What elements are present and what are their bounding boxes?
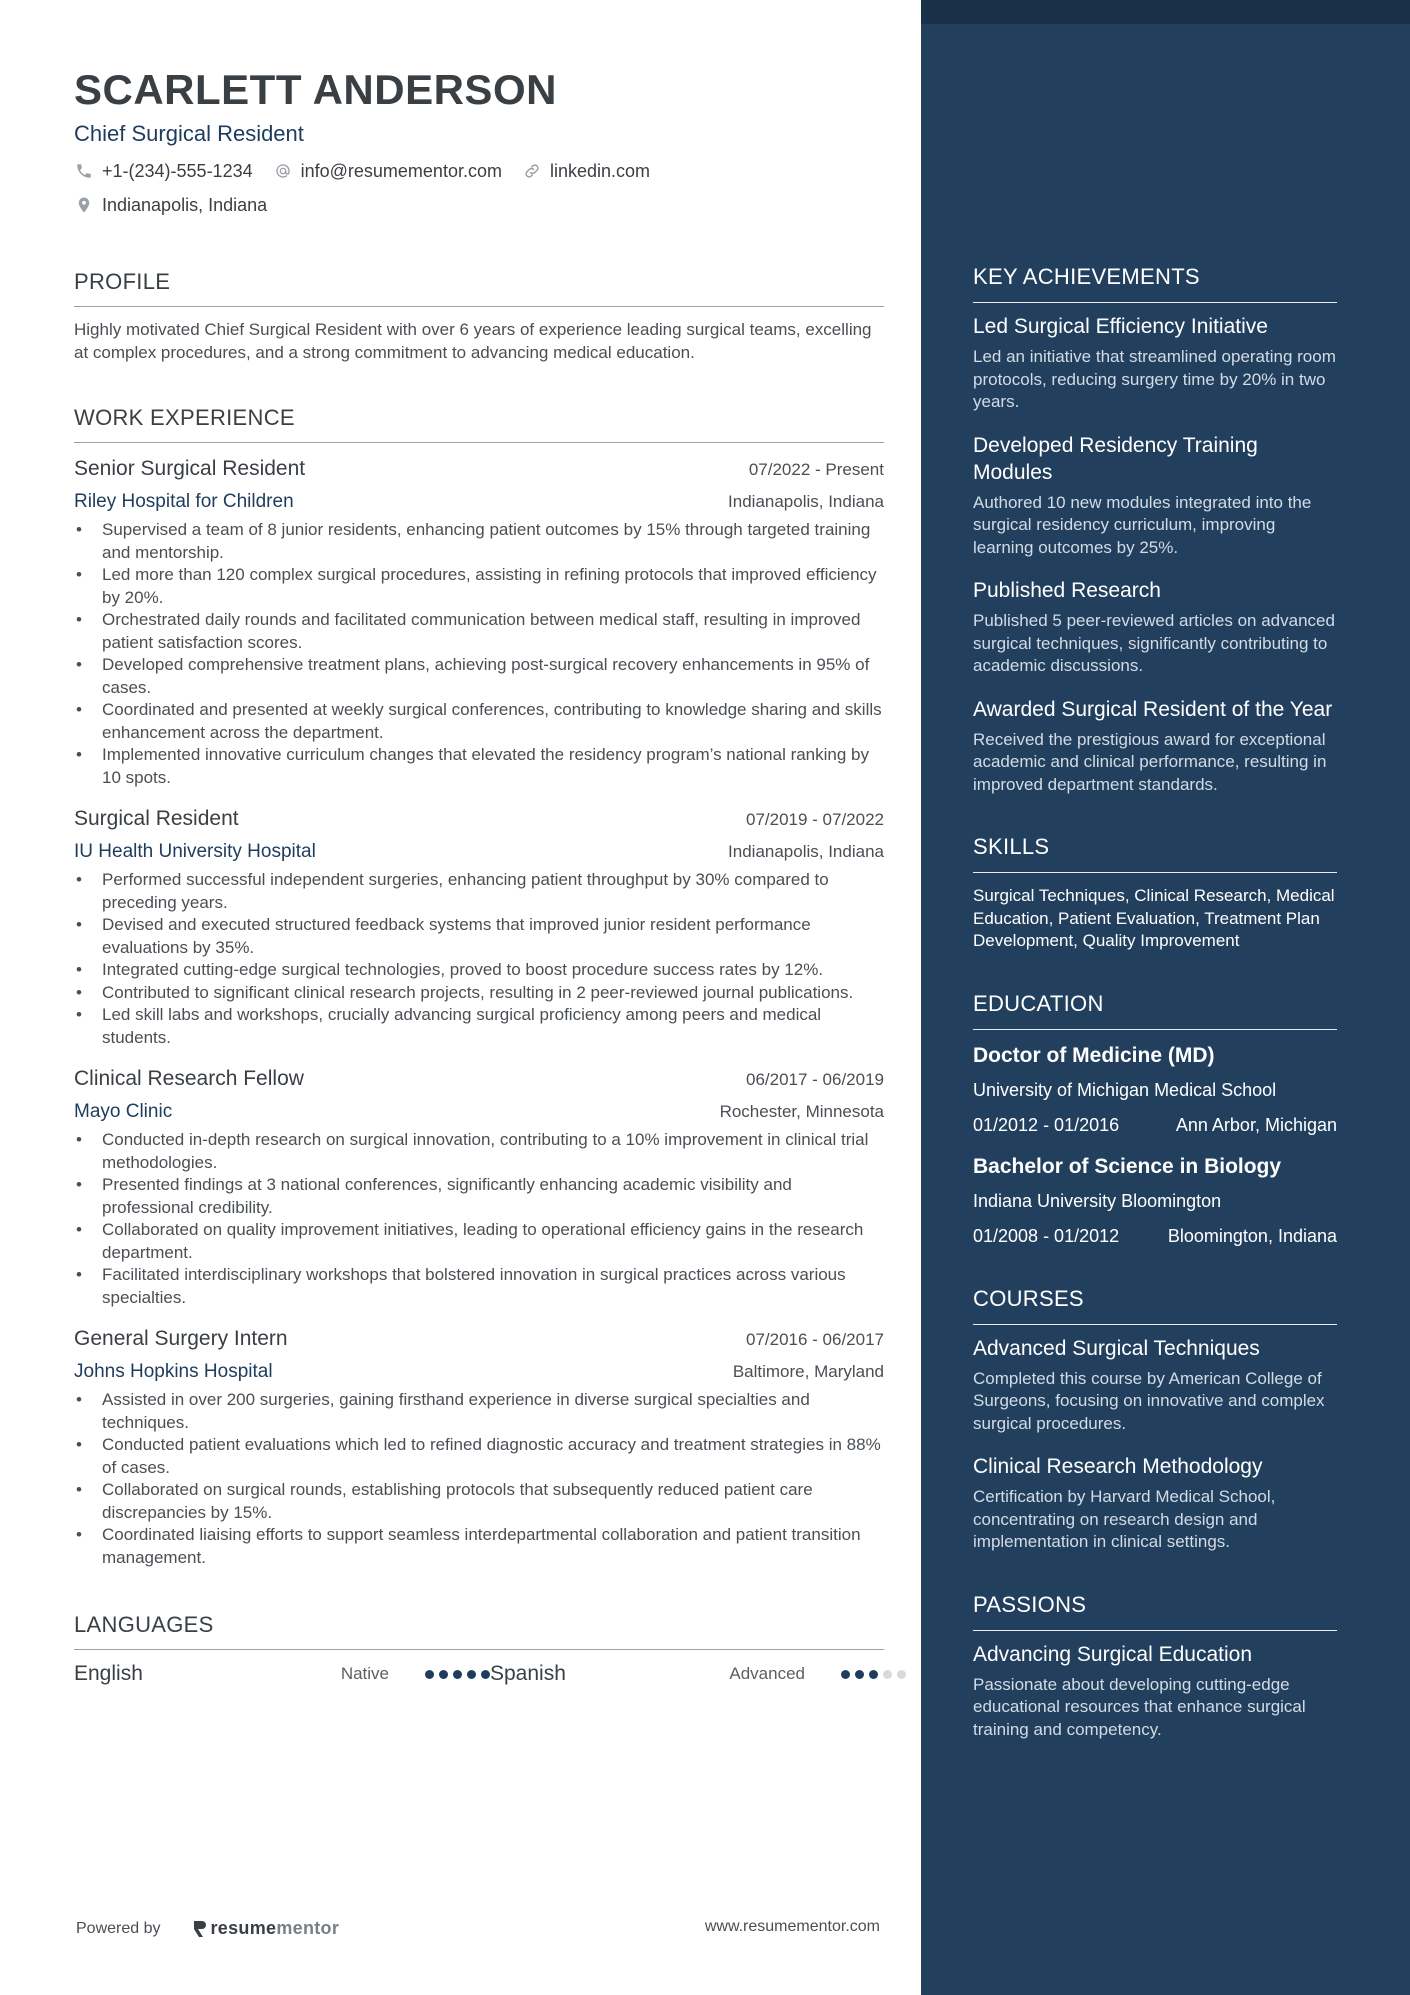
course-description: Certification by Harvard Medical School, concentrating on research design and implementation in clinical settings. xyxy=(973,1487,1276,1551)
education-location: Ann Arbor, Michigan xyxy=(1175,1114,1337,1135)
courses-section xyxy=(973,1284,1337,1554)
contact-phone[interactable] xyxy=(74,160,253,182)
main-column xyxy=(74,64,884,1686)
job-bullet: • Developed comprehensive treatment plans, achieving post-surgical recovery enhancements in 95% of cases. xyxy=(74,654,884,699)
education-location: Bloomington, Indiana xyxy=(1167,1225,1337,1246)
job-bullet: • Collaborated on quality improvement initiatives, leading to operational efficiency gains in the research department. xyxy=(74,1219,884,1264)
skills-divider xyxy=(973,872,1337,873)
job-bullet: • Conducted in-depth research on surgical innovation, contributing to a 10% improvement in clinical trial methodologies. xyxy=(74,1129,884,1174)
job-bullet: • Assisted in over 200 surgeries, gaining firsthand experience in diverse surgical specialties and techniques. xyxy=(74,1389,884,1434)
job-bullet: • Integrated cutting-edge surgical technologies, proved to boost procedure success rates by 12%. xyxy=(74,959,884,982)
email-text: info@resumementor.com xyxy=(300,161,502,181)
achievement-description: Received the prestigious award for exceptional academic and clinical performance, resulting in improved department standards. xyxy=(973,729,1327,794)
education-school: University of Michigan Medical School xyxy=(973,1079,1277,1100)
language-item xyxy=(490,1662,906,1686)
sidebar xyxy=(921,0,1410,1995)
rating-dot-filled xyxy=(439,1670,448,1679)
course-item xyxy=(973,1453,1337,1554)
achievement-item xyxy=(973,577,1337,678)
location-text: Indianapolis, Indiana xyxy=(102,195,268,215)
job-bullet: • Coordinated liaising efforts to support seamless interdepartmental collaboration and patient transition management. xyxy=(74,1524,884,1569)
achievement-title: Led Surgical Efficiency Initiative xyxy=(973,315,1268,338)
language-item xyxy=(74,1662,490,1686)
course-description: Completed this course by American College of Surgeons, focusing on innovative and complex surgical procedures. xyxy=(973,1368,1325,1433)
achievements-heading: KEY ACHIEVEMENTS xyxy=(973,264,1200,289)
passion-description: Passionate about developing cutting-edge educational resources that enhance surgical training and competency. xyxy=(973,1674,1306,1739)
work-experience-section xyxy=(74,404,884,1569)
passions-section xyxy=(973,1590,1337,1742)
achievements-section xyxy=(973,262,1337,796)
achievement-item xyxy=(973,432,1337,560)
job-organization: IU Health University Hospital xyxy=(74,841,316,862)
skills-list: Surgical Techniques, Clinical Research, Medical Education, Patient Evaluation, Treatment Plan Development, Quality Improvement xyxy=(973,886,1335,950)
education-item xyxy=(973,1042,1337,1137)
footer-branding xyxy=(76,1918,339,1939)
job-entry xyxy=(74,1065,884,1309)
job-bullet: • Led more than 120 complex surgical procedures, assisting in refining protocols that improved efficiency by 20%. xyxy=(74,564,884,609)
job-bullet: • Led skill labs and workshops, crucially advancing surgical proficiency among peers and medical students. xyxy=(74,1004,884,1049)
education-dates: 01/2008 - 01/2012 xyxy=(973,1225,1120,1246)
job-dates: 06/2017 - 06/2019 xyxy=(745,1070,884,1089)
job-bullet: • Supervised a team of 8 junior residents, enhancing patient outcomes by 15% through targeted training and mentorship. xyxy=(74,519,884,564)
rating-dot-filled xyxy=(855,1670,864,1679)
job-bullets xyxy=(74,1389,884,1569)
education-heading: EDUCATION xyxy=(973,990,1104,1016)
rating-dot-filled xyxy=(481,1670,490,1679)
job-bullet: • Contributed to significant clinical research projects, resulting in 2 peer-reviewed journal publications. xyxy=(74,982,884,1005)
education-section xyxy=(973,989,1337,1248)
language-name: English xyxy=(74,1662,143,1685)
passion-item xyxy=(973,1641,1337,1742)
rating-dot-filled xyxy=(425,1670,434,1679)
job-entry xyxy=(74,1325,884,1569)
language-level: Native xyxy=(340,1664,389,1683)
logo-text-bold: resume xyxy=(210,1918,277,1938)
achievement-item xyxy=(973,313,1337,414)
job-bullet: • Facilitated interdisciplinary workshops that bolstered innovation in surgical practices across various specialties. xyxy=(74,1264,884,1309)
job-bullets xyxy=(74,519,884,789)
at-icon xyxy=(273,161,293,181)
rating-dot-filled xyxy=(453,1670,462,1679)
language-rating xyxy=(841,1670,906,1679)
passions-divider xyxy=(973,1630,1337,1631)
achievement-item xyxy=(973,696,1337,797)
achievement-description: Published 5 peer-reviewed articles on advanced surgical techniques, significantly contributing to academic discussions. xyxy=(973,611,1335,675)
job-bullets xyxy=(74,869,884,1049)
achievement-description: Authored 10 new modules integrated into the surgical residency curriculum, improving learning outcomes by 25%. xyxy=(973,492,1312,557)
job-bullet: • Devised and executed structured feedback systems that improved junior resident performance evaluations by 35%. xyxy=(74,914,884,959)
linkedin-text: linkedin.com xyxy=(549,161,651,181)
contact-email[interactable] xyxy=(273,160,502,182)
resumementor-logo[interactable] xyxy=(191,1918,340,1939)
job-bullet: • Collaborated on surgical rounds, establishing protocols that subsequently reduced patient care discrepancies by 15%. xyxy=(74,1479,884,1524)
education-degree: Bachelor of Science in Biology xyxy=(973,1154,1282,1178)
education-dates: 01/2012 - 01/2016 xyxy=(973,1114,1120,1135)
job-title: Clinical Research Fellow xyxy=(74,1067,304,1090)
rating-dot-filled xyxy=(841,1670,850,1679)
course-title: Advanced Surgical Techniques xyxy=(973,1336,1260,1360)
profile-heading: PROFILE xyxy=(74,269,171,294)
achievement-title: Developed Residency Training Modules xyxy=(973,433,1258,484)
job-dates: 07/2022 - Present xyxy=(748,460,884,479)
rating-dot-filled xyxy=(467,1670,476,1679)
link-icon xyxy=(522,161,542,181)
sidebar-top-band xyxy=(921,0,1410,24)
languages-heading: LANGUAGES xyxy=(74,1612,214,1637)
job-title: General Surgery Intern xyxy=(74,1327,288,1350)
location-pin-icon xyxy=(74,195,94,215)
work-experience-divider xyxy=(74,442,884,443)
job-organization: Mayo Clinic xyxy=(74,1101,173,1122)
job-entry xyxy=(74,805,884,1049)
work-experience-heading: WORK EXPERIENCE xyxy=(74,405,295,430)
language-rating xyxy=(425,1670,490,1679)
contact-list xyxy=(74,160,834,216)
rating-dot-empty xyxy=(897,1670,906,1679)
languages-section xyxy=(74,1611,884,1686)
logo-text-light: mentor xyxy=(276,1918,340,1938)
job-title: Senior Surgical Resident xyxy=(74,457,306,480)
phone-text: +1-(234)-555-1234 xyxy=(102,161,253,181)
job-bullet: • Implemented innovative curriculum changes that elevated the residency program’s national ranking by 10 spots. xyxy=(74,744,884,789)
job-title: Surgical Resident xyxy=(74,807,239,830)
job-location: Indianapolis, Indiana xyxy=(728,842,884,861)
job-dates: 07/2019 - 07/2022 xyxy=(745,810,884,829)
job-bullet: • Presented findings at 3 national conferences, significantly enhancing academic visibility and professional credibility. xyxy=(74,1174,884,1219)
candidate-role: Chief Surgical Resident xyxy=(74,121,304,146)
passion-title: Advancing Surgical Education xyxy=(973,1642,1253,1666)
job-entry xyxy=(74,455,884,789)
rating-dot-empty xyxy=(883,1670,892,1679)
powered-by-label: Powered by xyxy=(76,1919,161,1937)
job-organization: Riley Hospital for Children xyxy=(74,491,294,512)
phone-icon xyxy=(74,161,94,181)
course-title: Clinical Research Methodology xyxy=(973,1455,1263,1478)
job-bullets xyxy=(74,1129,884,1309)
languages-divider xyxy=(74,1649,884,1650)
profile-section xyxy=(74,268,884,364)
job-bullet: • Orchestrated daily rounds and facilitated communication between medical staff, resulting in improved patient satisfaction scores. xyxy=(74,609,884,654)
language-level: Advanced xyxy=(729,1664,805,1683)
logo-mark-icon xyxy=(191,1919,207,1939)
job-dates: 07/2016 - 06/2017 xyxy=(745,1330,884,1349)
skills-heading: SKILLS xyxy=(973,834,1050,859)
achievement-title: Published Research xyxy=(973,579,1161,602)
job-organization: Johns Hopkins Hospital xyxy=(74,1361,273,1382)
courses-heading: COURSES xyxy=(973,1285,1084,1311)
education-degree: Doctor of Medicine (MD) xyxy=(973,1043,1215,1067)
job-bullet: • Conducted patient evaluations which led to refined diagnostic accuracy and treatment strategies in 88% of cases. xyxy=(74,1434,884,1479)
profile-divider xyxy=(74,306,884,307)
job-location: Rochester, Minnesota xyxy=(719,1102,884,1121)
contact-linkedin[interactable] xyxy=(522,160,650,182)
courses-divider xyxy=(973,1324,1337,1325)
job-location: Indianapolis, Indiana xyxy=(728,492,884,511)
skills-section xyxy=(973,832,1337,953)
footer-website[interactable]: www.resumementor.com xyxy=(704,1918,880,1935)
candidate-name: SCARLETT ANDERSON xyxy=(74,66,557,113)
education-divider xyxy=(973,1029,1337,1030)
job-bullet: • Coordinated and presented at weekly surgical conferences, contributing to knowledge sharing and skills enhancement across the department. xyxy=(74,699,884,744)
contact-location xyxy=(74,194,267,216)
passions-heading: PASSIONS xyxy=(973,1591,1087,1617)
profile-summary: Highly motivated Chief Surgical Resident with over 6 years of experience leading surgical teams, excelling at complex procedures, and a strong commitment to advancing medical education. xyxy=(74,320,872,362)
education-school: Indiana University Bloomington xyxy=(973,1190,1222,1211)
achievement-description: Led an initiative that streamlined operating room protocols, reducing surgery time by 20% in two years. xyxy=(973,347,1336,411)
job-bullet: • Performed successful independent surgeries, enhancing patient throughput by 30% compared to preceding years. xyxy=(74,869,884,914)
achievement-title: Awarded Surgical Resident of the Year xyxy=(973,697,1333,721)
language-name: Spanish xyxy=(490,1662,566,1685)
education-item xyxy=(973,1153,1337,1248)
course-item xyxy=(973,1335,1337,1436)
job-location: Baltimore, Maryland xyxy=(732,1362,884,1381)
achievements-divider xyxy=(973,302,1337,303)
rating-dot-filled xyxy=(869,1670,878,1679)
